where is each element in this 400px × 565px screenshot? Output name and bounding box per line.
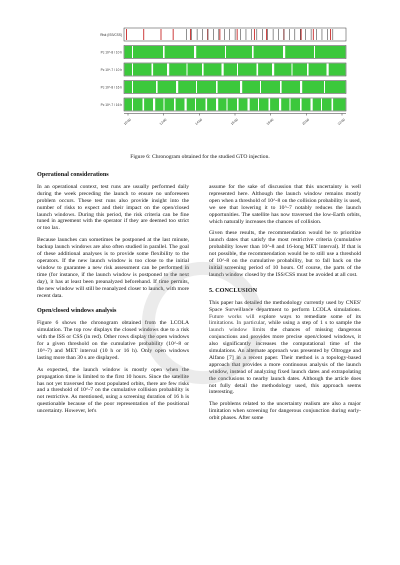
x-tick-label: 10:00 <box>123 117 132 126</box>
paragraph: Given these results, the recommendation would be to prioritize launch dates that satisfy the most restrictive criteria (cumulative probability lower than 10^-8 and 16-long MET interval). If that is not possible, the recommendation would be to still use a threshold of 10^-8 on the cumulative probability, but to fall back on the initial screening period of 10 hours. Of course, the parts of the launch window closed by the ISS/CSS must be avoided at all cost. <box>209 230 361 278</box>
closed-gap <box>280 81 282 93</box>
closed-gap <box>176 81 178 93</box>
closed-gap <box>156 81 158 93</box>
tick-mark <box>224 29 225 40</box>
tick-mark <box>289 29 290 40</box>
closed-gap <box>332 99 334 111</box>
closed-gap <box>216 81 218 93</box>
closed-gap <box>152 64 154 76</box>
open-window <box>125 46 346 58</box>
row-label: Risk (ISS/CSS) <box>100 33 122 37</box>
closed-gap <box>185 99 187 111</box>
tick-mark <box>262 29 263 40</box>
closed-gap <box>300 81 302 93</box>
tick-mark <box>197 29 198 40</box>
risk-mark <box>266 29 267 40</box>
risk-mark <box>143 29 144 40</box>
tick-mark <box>246 29 247 40</box>
tick-mark <box>305 29 306 40</box>
tick-mark <box>191 29 192 40</box>
tick-mark <box>311 29 312 40</box>
risk-mark <box>313 29 314 40</box>
risk-mark <box>301 29 302 40</box>
chronogram-figure <box>60 24 350 156</box>
risk-mark <box>161 29 162 40</box>
closed-gap <box>311 99 313 111</box>
closed-gap <box>216 99 218 111</box>
paragraph: assume for the sake of discussion that this uncertainty is well represented here. Although the launch window remains mostly open when a threshold of 10^-8 on the collision probability is used, we see that lowering it to 10^-7 notably reduces the launch opportunities. The satellite has now traversed the low-Earth orbits, which naturally increases the chances of collision. <box>209 184 361 225</box>
closed-gap <box>225 46 226 58</box>
tick-mark <box>284 29 285 40</box>
tick-mark <box>240 29 241 40</box>
closed-gap <box>132 64 133 76</box>
row-label: Pc 10^-8 / 10 h <box>100 50 122 55</box>
tick-mark <box>295 29 296 40</box>
paragraph: Because launches can sometimes be postponed at the last minute, backup launch windows are also often studied in parallel. The goal of these additional analyses is to provide some flexibility to the operators. If the new launch window is too close to the initial window to guarantee a new risk assessment can be performed in time (for instance, if the launch window is postponed to the next day), it has at least been preanalyzed beforehand. If time permits, the new window will still be reanalyzed closer to launch, with more recent data. <box>37 237 189 299</box>
closed-gap <box>260 81 261 93</box>
closed-gap <box>237 64 238 76</box>
risk-mark <box>254 29 255 40</box>
risk-mark <box>237 29 238 40</box>
figure-caption: Figure 6: Chronogram obtained for the studied GTO injection. <box>130 154 270 160</box>
x-tick-label: 18:00 <box>265 117 275 126</box>
tick-mark <box>251 29 252 40</box>
section-heading-windows: Open/closed windows analysis <box>37 307 117 315</box>
closed-gap <box>240 81 242 93</box>
tick-mark <box>229 29 230 40</box>
closed-gap <box>300 99 302 111</box>
paragraph: The problems related to the uncertainty realism are also a major limitation when screening for dangerous conjunction during early-orbit phases. After some <box>209 401 361 422</box>
paragraph: This paper has detailed the methodology currently used by CNES' Space Surveillance department to perform LCOLA simulations. Future works will explore ways to remediate some of its limitations. In particular, while using a step of 1 s to sample the launch window limits the chances of missing dangerous conjunctions and provides more precise open/closed windows, it also significantly increases the computational time of the simulations. An alternate approach was presented by Oltrogge and Alfano [7] in a recent paper. Their method is a topology-based approach that provides a more continuous analysis of the launch window, instead of analyzing fixed launch dates and extrapolating the conclusions to nearby launch dates. Although the article does not fully detail the methodology used, this approach seems interesting. <box>209 299 361 396</box>
tick-mark <box>208 29 209 40</box>
tick-mark <box>273 29 274 40</box>
paragraph: As expected, the launch window is mostly open when the propagation time is limited to the first 10 hours. Since the satellite has not yet traversed the most populated orbits, there are few risks and a threshold of 10^-7 on the cumulative collision probability is not restrictive. As mentioned, using a screening duration of 16 h is questionable because of the poor representation of the positional uncertainty. However, let's <box>37 366 189 415</box>
risk-mark <box>330 29 331 40</box>
closed-gap <box>324 81 325 93</box>
closed-gap <box>227 99 228 111</box>
closed-gap <box>202 64 204 76</box>
tick-mark <box>267 29 268 40</box>
tick-mark <box>300 29 301 40</box>
closed-gap <box>132 46 133 58</box>
paragraph: In an operational context, test runs are usually performed daily during the week preceding the launch to ensure no unforeseen problem occurs. These test runs also provide insight into the number of risks to expect and their impact on the open/closed launch windows. During this period, the risk criteria can be fine tuned in agreement with the operator if they are deemed too strict or too lax. <box>37 183 189 232</box>
closed-gap <box>195 99 196 111</box>
closed-gap <box>321 99 322 111</box>
tick-mark <box>316 29 317 40</box>
row-label: Pc 10^-8 / 16 h <box>100 85 122 90</box>
closed-gap <box>132 99 133 111</box>
closed-gap <box>272 64 274 76</box>
x-tick-label: 14:00 <box>194 117 204 126</box>
tick-mark <box>327 29 328 40</box>
closed-gap <box>248 99 250 111</box>
risk-mark <box>126 29 127 40</box>
closed-gap <box>258 99 259 111</box>
open-window <box>125 64 346 76</box>
closed-gap <box>279 99 281 111</box>
x-tick-label: 16:00 <box>230 117 239 126</box>
row-label: Pc 10^-7 / 10 h <box>100 68 122 72</box>
section-heading-conclusion: 5. CONCLUSION <box>209 286 258 294</box>
closed-gap <box>206 99 208 111</box>
closed-gap <box>307 64 309 76</box>
row-label: Pc 10^-7 / 16 h <box>100 103 122 107</box>
closed-gap <box>132 81 133 93</box>
tick-mark <box>257 29 258 40</box>
watermark-logo <box>138 258 268 388</box>
x-tick-label: 22:00 <box>337 117 346 126</box>
tick-mark <box>333 29 334 40</box>
closed-gap <box>167 64 169 76</box>
closed-gap <box>194 46 196 58</box>
section-heading-operational: Operational considerations <box>37 171 109 178</box>
open-window <box>125 81 346 93</box>
closed-gap <box>252 46 254 58</box>
closed-gap <box>164 99 165 111</box>
tick-mark <box>219 29 220 40</box>
closed-gap <box>196 81 197 93</box>
paragraph: Figure 6 shows the chronogram obtained from the LCOLA simulation. The top row displays the closed windows due to a risk with the ISS or CSS (in red). Other rows display the open windows for a given threshold on the cumulative probability (10^-8 or 10^-7) and MET interval (10 h or 16 h). Only open windows lasting more than 30 s are displayed. <box>37 320 189 361</box>
tick-mark <box>322 29 323 40</box>
tick-mark <box>235 29 236 40</box>
closed-gap <box>327 64 329 76</box>
closed-gap <box>290 99 291 111</box>
risk-mark <box>190 29 191 40</box>
tick-mark <box>213 29 214 40</box>
tick-mark <box>202 29 203 40</box>
chronogram-chart <box>60 24 350 156</box>
closed-gap <box>187 64 188 76</box>
closed-gap <box>257 64 259 76</box>
closed-gap <box>237 99 239 111</box>
tick-mark <box>186 29 187 40</box>
closed-gap <box>283 46 285 58</box>
closed-gap <box>292 64 293 76</box>
risk-mark <box>219 29 220 40</box>
closed-gap <box>174 99 176 111</box>
closed-gap <box>314 46 315 58</box>
closed-gap <box>143 99 145 111</box>
closed-gap <box>222 64 224 76</box>
closed-gap <box>269 99 271 111</box>
tick-mark <box>278 29 279 40</box>
x-tick-label: 12:00 <box>158 117 168 126</box>
risk-mark <box>173 29 174 40</box>
x-tick-label: 20:00 <box>301 117 311 126</box>
closed-gap <box>163 46 165 58</box>
closed-gap <box>153 99 155 111</box>
